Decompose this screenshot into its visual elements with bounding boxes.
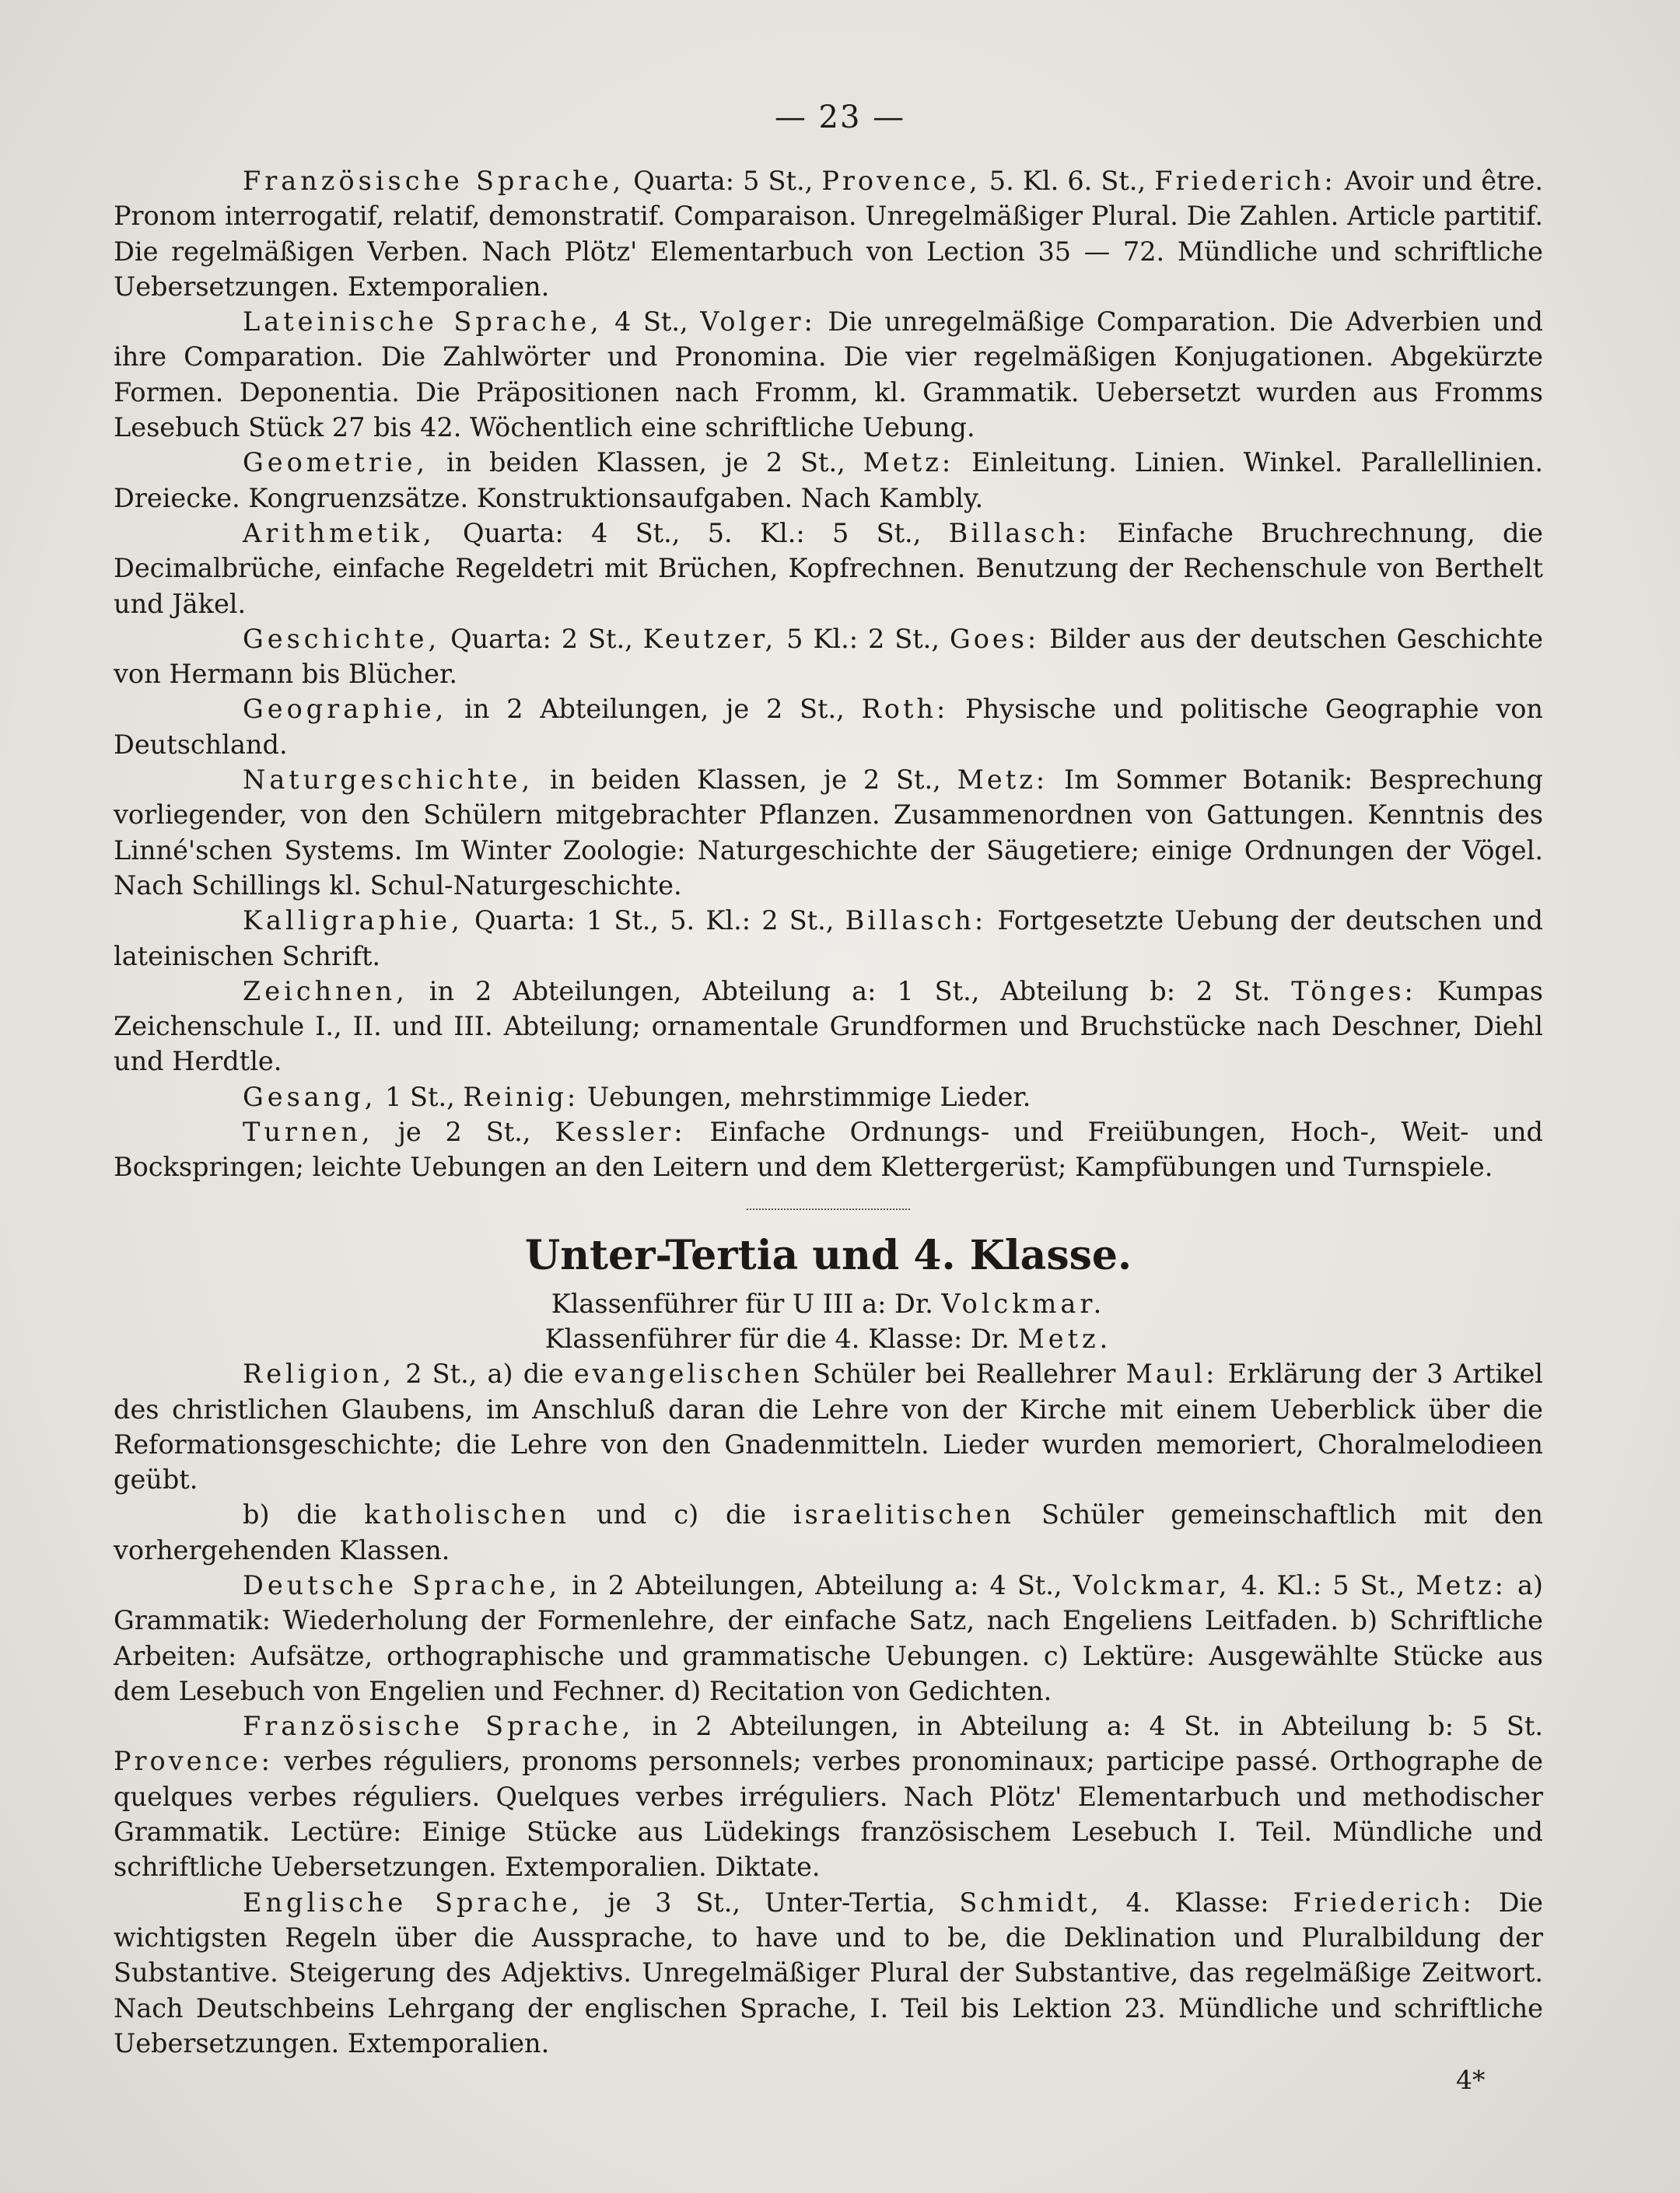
- class-leader-2-prefix: Klassenführer für die 4. Klasse: Dr.: [544, 1323, 1018, 1354]
- paragraph-detail: in 2 Abteilungen, Abteilung a: 1 St., Abteilung b: 2 St.: [408, 975, 1292, 1006]
- paragraph-detail: 4 St.,: [602, 306, 701, 338]
- bottom-section: [114, 1356, 1543, 2061]
- paragraph-text: Uebungen, mehrstimmige Lieder.: [579, 1081, 1031, 1112]
- paragraph-text: Erklärung der 3 Artikel des christlichen Glaubens, im Anschluß daran die Lehre von der Kirche mit einem Ueberblick über die Reformationsgeschichte; die Lehre von den Gnadenmitteln. Lieder wurden memoriert, Choralmelodieen geübt.: [114, 1359, 1544, 1495]
- subject-name: Zeichnen,: [243, 975, 408, 1006]
- paragraph-text: Fortgesetzte Uebung der deutschen und lateinischen Schrift.: [114, 905, 1543, 971]
- subject-name: Arithmetik,: [243, 517, 436, 548]
- subject-paragraph: [114, 445, 1543, 516]
- subject-name: Lateinische Sprache,: [243, 306, 603, 338]
- subject-name: Geometrie,: [243, 447, 429, 478]
- class-leader-line-1: [114, 1286, 1543, 1321]
- subject-name: Englische Sprache,: [243, 1887, 584, 1918]
- teacher-name: Billasch:: [845, 905, 987, 936]
- teacher-name: Volckmar,: [1073, 1569, 1230, 1600]
- teacher-name: katholischen: [364, 1499, 570, 1530]
- subject-name: Religion,: [243, 1359, 396, 1390]
- paragraph-text: verbes réguliers, pronoms personnels; verbes pronominaux; participe passé. Orthographe de quelques verbes réguliers. Quelques verbes irréguliers. Nach Plötz' Elementarbuch und methodischer Grammatik. Lectüre: Einige Stücke aus Lüdekings französischem Lesebuch I. Teil. Mündliche und schriftliche Uebersetzungen. Extemporalien. Diktate.: [114, 1746, 1543, 1883]
- subject-paragraph: [114, 974, 1543, 1079]
- paragraph-text: Avoir und être. Pronom interrogatif, relatif, demonstratif. Comparaison. Unregelmäßiger Plural. Die Zahlen. Article partitif. Die regelmäßigen Verben. Nach Plötz' Elementarbuch von Lection 35 — 72. Mündliche und schriftliche Uebersetzungen. Extemporalien.: [114, 166, 1543, 302]
- class-leader-1-prefix: Klassenführer für U III a: Dr.: [551, 1288, 942, 1319]
- class-leader-1-name: Volckmar.: [941, 1288, 1106, 1319]
- paragraph-text: Schüler gemeinschaftlich mit den vorhergehenden Klassen.: [114, 1499, 1544, 1565]
- subject-paragraph: [114, 516, 1543, 621]
- teacher-name: Maul:: [1125, 1359, 1218, 1390]
- teacher-name: Metz:: [863, 447, 954, 478]
- teacher-name: Goes:: [949, 623, 1040, 654]
- teacher-name: Billasch:: [948, 517, 1090, 548]
- subject-paragraph: [114, 903, 1543, 974]
- page-number: — 23 —: [774, 100, 906, 135]
- subject-name: Französische Sprache,: [243, 166, 625, 196]
- paragraph-text: Kumpas Zeichenschule I., II. und III. Abteilung; ornamentale Grundformen und Bruchstücke nach Deschner, Diehl und Herdtle.: [114, 975, 1544, 1077]
- section-divider: [747, 1208, 910, 1210]
- subject-name: Deutsche Sprache,: [243, 1569, 562, 1600]
- teacher-name: Reinig:: [463, 1081, 579, 1112]
- teacher-name: Provence,: [821, 166, 981, 196]
- subject-name: Gesang,: [243, 1081, 377, 1112]
- signature-mark: 4*: [1456, 2065, 1486, 2095]
- subject-paragraph: [114, 1356, 1543, 1497]
- subject-paragraph: [114, 762, 1543, 903]
- paragraph-text: Bilder aus der deutschen Geschichte von Hermann bis Blücher.: [114, 623, 1543, 690]
- paragraph-detail: je 2 St.,: [373, 1117, 555, 1148]
- paragraph-detail: 1 St.,: [376, 1081, 464, 1112]
- paragraph-text: Die unregelmäßige Comparation. Die Adverbien und ihre Comparation. Die Zahlwörter und Pronomina. Die vier regelmäßigen Konjugationen. Abgekürzte Formen. Deponentia. Die Präpositionen nach Fromm, kl. Grammatik. Uebersetzt wurden aus Fromms Lesebuch Stück 27 bis 42. Wöchentlich eine schriftliche Uebung.: [114, 306, 1543, 443]
- teacher-name: Tönges:: [1291, 975, 1416, 1006]
- class-leader-2-name: Metz.: [1017, 1323, 1112, 1354]
- subject-name: Geographie,: [243, 694, 448, 725]
- paragraph-detail: 5 Kl.: 2 St.,: [776, 623, 950, 654]
- paragraph-detail: 5. Kl. 6. St.,: [980, 166, 1155, 196]
- subject-name: Kalligraphie,: [243, 905, 464, 936]
- teacher-name: Provence:: [114, 1746, 273, 1777]
- paragraph-text: Einleitung. Linien. Winkel. Parallellinien. Dreiecke. Kongruenzsätze. Konstruktionsaufgaben. Nach Kambly.: [114, 447, 1543, 513]
- paragraph-detail: 4. Kl.: 5 St.,: [1230, 1569, 1416, 1600]
- subject-paragraph: [114, 1709, 1543, 1884]
- teacher-name: Metz:: [1416, 1569, 1507, 1600]
- teacher-name: Schmidt,: [959, 1887, 1102, 1918]
- subject-name: Naturgeschichte,: [243, 764, 534, 796]
- paragraph-detail: Schüler bei Reallehrer: [802, 1359, 1126, 1390]
- paragraph-text: Physische und politische Geographie von Deutschland.: [114, 694, 1543, 760]
- paragraph-text: Einfache Bruchrechnung, die Decimalbrüche, einfache Regeldetri mit Brüchen, Kopfrechnen. Benutzung der Rechenschule von Berthelt und Jäkel.: [114, 517, 1543, 619]
- subject-paragraph: [114, 1079, 1543, 1114]
- subject-paragraph: [114, 1114, 1543, 1185]
- subject-paragraph: [114, 1568, 1543, 1709]
- subject-paragraph: [114, 621, 1543, 692]
- teacher-name: Volger:: [700, 306, 816, 338]
- paragraph-text: Die wichtigsten Regeln über die Aussprache, to have und to be, die Deklination und Pluralbildung der Substantive. Steigerung des Adjektivs. Unregelmäßiger Plural der Substantive, das regelmäßige Zeitwort. Nach Deutschbeins Lehrgang der englischen Sprache, I. Teil bis Lektion 23. Mündliche und schriftliche Uebersetzungen. Extemporalien.: [114, 1887, 1543, 2058]
- teacher-name: Metz:: [957, 764, 1048, 796]
- paragraph-detail: und c) die: [569, 1499, 793, 1530]
- teacher-name: israelitischen: [793, 1499, 1015, 1530]
- class-leader-line-2: [114, 1321, 1543, 1356]
- subject-name: Französische Sprache,: [243, 1711, 635, 1742]
- teacher-name: evangelischen: [573, 1359, 803, 1390]
- paragraph-text: Im Sommer Botanik: Besprechung vorliegender, von den Schülern mitgebrachter Pflanzen. Zusammenordnen von Gattungen. Kenntnis des Linné'schen Systems. Im Winter Zoologie: Naturgeschichte der Säugetiere; einige Ordnungen der Vögel. Nach Schillings kl. Schul-Naturgeschichte.: [114, 764, 1543, 901]
- paragraph-detail: in 2 Abteilungen, je 2 St.,: [447, 694, 862, 725]
- subject-paragraph: [114, 1497, 1543, 1568]
- paragraph-detail: in beiden Klassen, je 2 St.,: [429, 447, 863, 478]
- teacher-name: Kessler:: [555, 1117, 686, 1148]
- paragraph-detail: 2 St., a) die: [395, 1359, 574, 1390]
- paragraph-detail: b) die: [243, 1499, 365, 1530]
- subject-name: Turnen,: [243, 1117, 374, 1148]
- section-title: Unter-Tertia und 4. Klasse.: [524, 1231, 1132, 1279]
- subject-paragraph: [114, 691, 1543, 762]
- paragraph-detail: in beiden Klassen, je 2 St.,: [534, 764, 957, 796]
- paragraph-detail: Quarta: 1 St., 5. Kl.: 2 St.,: [463, 905, 845, 936]
- paragraph-detail: in 2 Abteilungen, Abteilung a: 4 St.,: [561, 1569, 1073, 1600]
- paragraph-detail: Quarta: 2 St.,: [440, 623, 643, 654]
- subject-paragraph: [114, 304, 1543, 445]
- paragraph-text: Einfache Ordnungs- und Freiübungen, Hoch-, Weit- und Bockspringen; leichte Uebungen an den Leitern und dem Klettergerüst; Kampfübungen und Turnspiele.: [114, 1117, 1543, 1183]
- paragraph-detail: je 3 St., Unter-Tertia,: [583, 1887, 960, 1918]
- paragraph-detail: Quarta: 5 St.,: [625, 166, 822, 196]
- top-section: [114, 163, 1543, 1185]
- page-body: [114, 163, 1543, 2061]
- subject-name: Geschichte,: [243, 623, 441, 654]
- subject-paragraph: [114, 163, 1543, 304]
- subject-paragraph: [114, 1885, 1543, 2061]
- paragraph-text: a) Grammatik: Wiederholung der Formenlehre, der einfache Satz, nach Engeliens Leitfaden. b) Schriftliche Arbeiten: Aufsätze, orthographische und grammatische Uebungen. c) Lektüre: Ausgewählte Stücke aus dem Lesebuch von Engelien und Fechner. d) Recitation von Gedichten.: [114, 1569, 1543, 1706]
- teacher-name: Friederich:: [1154, 166, 1336, 196]
- teacher-name: Roth:: [861, 694, 949, 725]
- paragraph-detail: 4. Klasse:: [1101, 1887, 1293, 1918]
- paragraph-detail: Quarta: 4 St., 5. Kl.: 5 St.,: [435, 517, 949, 548]
- teacher-name: Friederich:: [1293, 1887, 1475, 1918]
- teacher-name: Keutzer,: [642, 623, 777, 654]
- paragraph-detail: in 2 Abteilungen, in Abteilung a: 4 St. in Abteilung b: 5 St.: [634, 1711, 1543, 1742]
